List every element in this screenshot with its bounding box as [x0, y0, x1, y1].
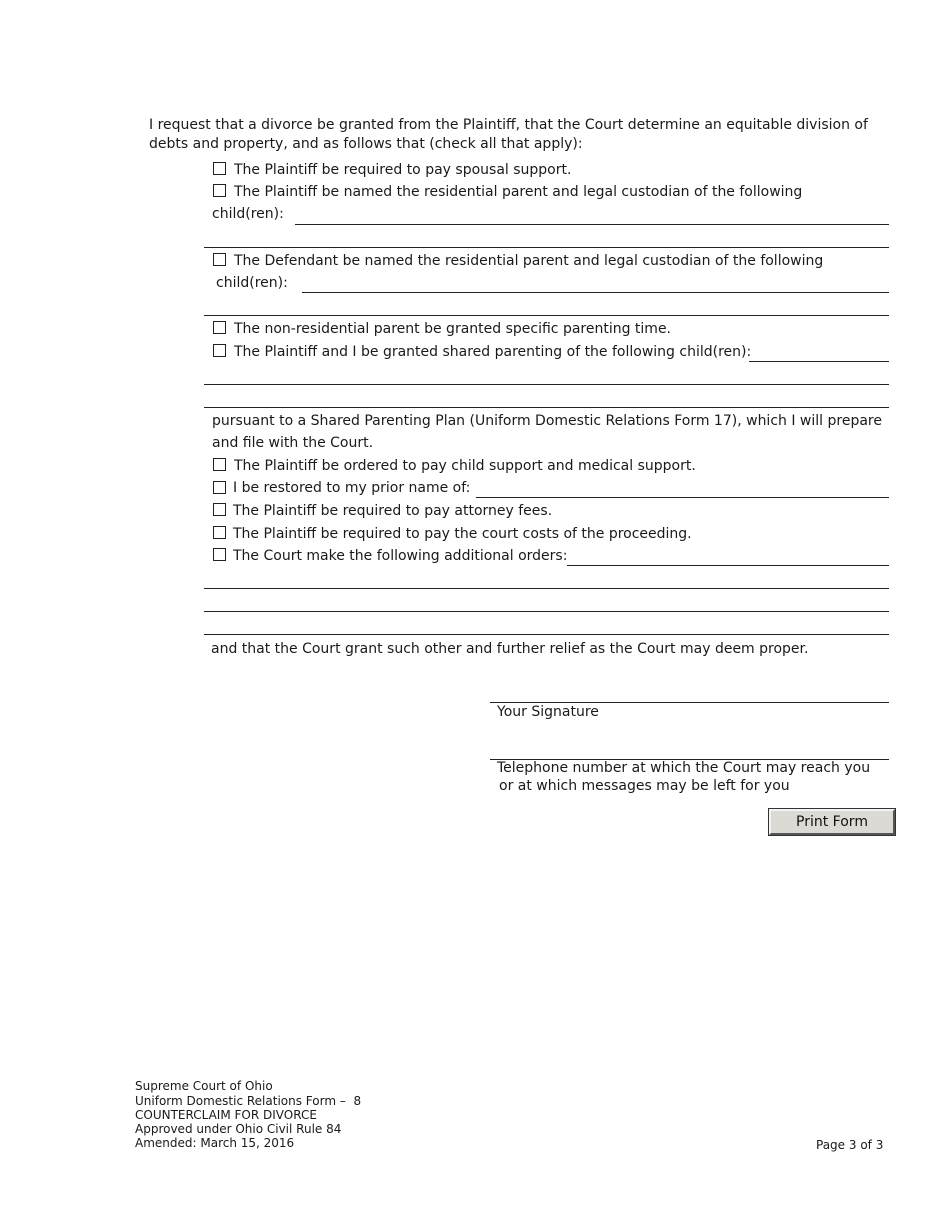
footer-amended: Amended: March 15, 2016 — [135, 1136, 295, 1150]
additional-orders-field-line-3[interactable] — [204, 611, 889, 612]
prior-name-label: I be restored to my prior name of: — [233, 480, 471, 496]
closing-text: and that the Court grant such other and further relief as the Court may deem proper. — [211, 641, 809, 657]
child-support-label: The Plaintiff be ordered to pay child support and medical support. — [234, 458, 696, 474]
court-costs-checkbox[interactable] — [213, 526, 226, 539]
attorney-fees-checkbox[interactable] — [213, 503, 226, 516]
defendant-custodian-checkbox[interactable] — [213, 253, 226, 266]
page-number: Page 3 of 3 — [816, 1138, 884, 1152]
defendant-children-field-line-2[interactable] — [204, 315, 889, 316]
footer-form-title: COUNTERCLAIM FOR DIVORCE — [135, 1108, 317, 1122]
additional-orders-field-line-2[interactable] — [204, 588, 889, 589]
plaintiff-children-field[interactable] — [295, 224, 889, 225]
shared-plan-line-1: pursuant to a Shared Parenting Plan (Uniform Domestic Relations Form 17), which I will prepare — [212, 413, 882, 429]
parenting-time-checkbox[interactable] — [213, 321, 226, 334]
defendant-custodian-label: The Defendant be named the residential parent and legal custodian of the following — [234, 253, 824, 269]
shared-parenting-children-field-line-3[interactable] — [204, 407, 889, 408]
shared-parenting-checkbox[interactable] — [213, 344, 226, 357]
spousal-support-checkbox[interactable] — [213, 162, 226, 175]
plaintiff-custodian-checkbox[interactable] — [213, 184, 226, 197]
plaintiff-custodian-label: The Plaintiff be named the residential parent and legal custodian of the following — [234, 184, 803, 200]
footer-court: Supreme Court of Ohio — [135, 1079, 273, 1093]
telephone-label-line-1: Telephone number at which the Court may reach you — [497, 760, 871, 776]
attorney-fees-label: The Plaintiff be required to pay attorney fees. — [233, 503, 553, 519]
additional-orders-label: The Court make the following additional orders: — [233, 548, 568, 564]
plaintiff-children-label: child(ren): — [212, 206, 284, 222]
prior-name-field[interactable] — [476, 497, 889, 498]
shared-parenting-children-field[interactable] — [749, 361, 889, 362]
print-form-button[interactable]: Print Form — [769, 809, 895, 835]
intro-line-1: I request that a divorce be granted from the Plaintiff, that the Court determine an equitable division of — [149, 117, 868, 133]
signature-label: Your Signature — [497, 704, 599, 720]
shared-plan-line-2: and file with the Court. — [212, 435, 374, 451]
footer-form-number: Uniform Domestic Relations Form – 8 — [135, 1094, 362, 1108]
defendant-children-label: child(ren): — [216, 275, 288, 291]
spousal-support-label: The Plaintiff be required to pay spousal support. — [234, 162, 572, 178]
intro-line-2: debts and property, and as follows that (check all that apply): — [149, 136, 583, 152]
shared-parenting-label: The Plaintiff and I be granted shared parenting of the following child(ren): — [234, 344, 752, 360]
court-costs-label: The Plaintiff be required to pay the court costs of the proceeding. — [233, 526, 692, 542]
prior-name-checkbox[interactable] — [213, 481, 226, 494]
parenting-time-label: The non-residential parent be granted specific parenting time. — [234, 321, 672, 337]
child-support-checkbox[interactable] — [213, 458, 226, 471]
plaintiff-children-field-line-2[interactable] — [204, 247, 889, 248]
shared-parenting-children-field-line-2[interactable] — [204, 384, 889, 385]
telephone-label-line-2: or at which messages may be left for you — [499, 778, 790, 794]
footer-approved: Approved under Ohio Civil Rule 84 — [135, 1122, 342, 1136]
additional-orders-field-line-4[interactable] — [204, 634, 889, 635]
additional-orders-field[interactable] — [567, 565, 889, 566]
additional-orders-checkbox[interactable] — [213, 548, 226, 561]
defendant-children-field[interactable] — [302, 292, 889, 293]
